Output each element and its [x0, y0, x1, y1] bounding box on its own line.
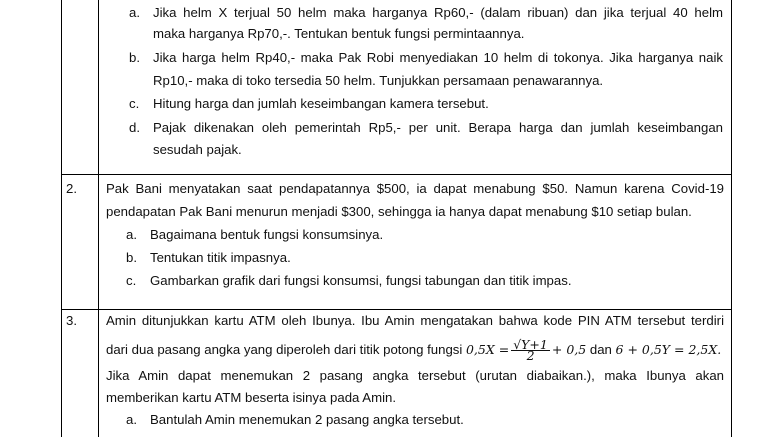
q2-item-a-label: a. — [126, 227, 137, 242]
row-divider-2 — [61, 309, 732, 310]
question-1-subitems — [129, 4, 725, 169]
question-2-body — [106, 180, 726, 305]
q2-intro-line1: Pak Bani menyatakan saat pendapatannya $500, ia dapat menabung $50. Namun karena Covid-19 — [106, 181, 724, 196]
question-2-number: 2. — [66, 181, 77, 196]
q3-item-a: a. Bantulah Amin menemukan 2 pasang angka tersebut. — [126, 412, 464, 427]
q2-item-a: a. Bagaimana bentuk fungsi konsumsinya. — [126, 227, 384, 242]
q2-item-b: b. Tentukan titik impasnya. — [126, 250, 291, 265]
table-border-left — [61, 0, 62, 437]
q1-item-a-line1: a. Jika helm X terjual 50 helm maka harganya Rp60,- (dalam ribuan) dan jika terjual 40 helm — [129, 5, 723, 20]
q2-intro-line2: pendapatan Pak Bani menurun menjadi $300, sehingga ia hanya dapat menabung $10 setiap bulan. — [106, 204, 692, 219]
q3-line3: Jika Amin dapat menemukan 2 pasang angka tersebut (urutan diabaikan.), maka Ibunya akan — [106, 368, 724, 383]
row-divider-1 — [61, 174, 732, 175]
q2-item-c: c. Gambarkan grafik dari fungsi konsumsi, fungsi tabungan dan titik impas. — [126, 273, 572, 288]
table-border-middle — [98, 0, 99, 437]
question-3-number: 3. — [66, 313, 77, 328]
q1-item-a-line2: maka harganya Rp70,-. Tentukan bentuk fungsi permintaannya. — [153, 26, 525, 41]
q3-line1: Amin ditunjukkan kartu ATM oleh Ibunya. Ibu Amin mengatakan bahwa kode PIN ATM tersebut terdiri — [106, 313, 724, 328]
q1-item-d-line2: sesudah pajak. — [153, 142, 242, 157]
equation-1: 0,5X = — [465, 341, 510, 357]
q1-item-b-line1: b. Jika harga helm Rp40,- maka Pak Robi menyediakan 10 helm di tokonya. Jika harganya naik — [129, 50, 723, 65]
q3-line2: dari dua pasang angka yang diperoleh dari titik potong fungsi 0,5X = $\frac{√Y+1}{2}$ + 0,5 dan 6 + 0,5Y = 2,5X. — [106, 337, 722, 363]
q2-item-c-label: c. — [126, 273, 137, 288]
question-3-body — [106, 312, 726, 437]
q1-item-c-label: c. — [129, 96, 140, 111]
table-border-right — [731, 0, 732, 437]
q3-item-a-label: a. — [126, 412, 137, 427]
q1-item-d-line1: d. Pajak dikenakan oleh pemerintah Rp5,- per unit. Berapa harga dan jumlah keseimbangan — [129, 120, 723, 135]
equation-1-fraction: $\frac{√Y+1}{2}$ — [513, 337, 548, 363]
q1-item-a-label: a. — [129, 5, 140, 20]
q2-item-b-label: b. — [126, 250, 137, 265]
q3-line4: memberikan kartu ATM beserta isinya pada Amin. — [106, 390, 397, 405]
q1-item-d-label: d. — [129, 120, 140, 135]
q1-item-b-line2: Rp10,- maka di toko tersedia 50 helm. Tunjukkan persamaan penawarannya. — [153, 73, 604, 88]
q1-item-b-label: b. — [129, 50, 140, 65]
q1-item-c-line1: c. Hitung harga dan jumlah keseimbangan kamera tersebut. — [129, 96, 489, 111]
equation-2: 6 + 0,5Y = 2,5X. — [615, 341, 722, 357]
